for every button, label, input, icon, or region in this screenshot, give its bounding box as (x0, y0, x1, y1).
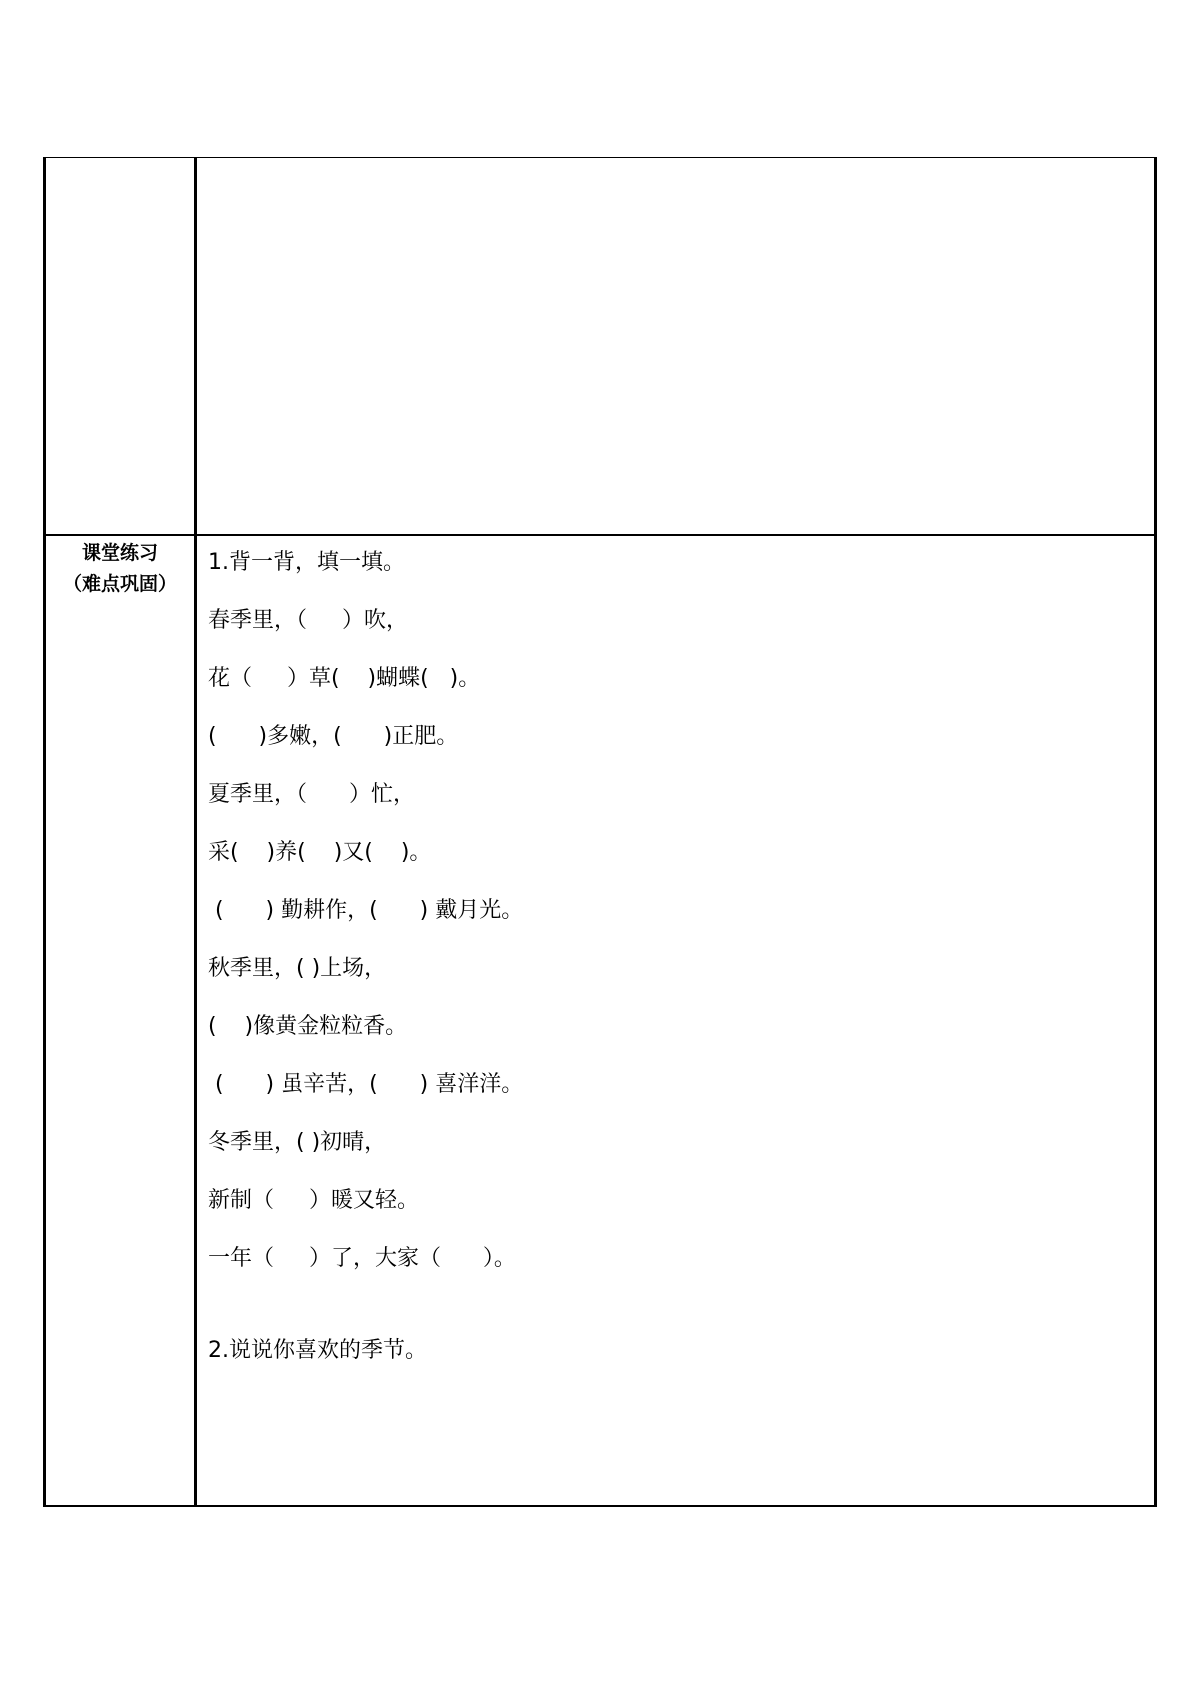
exercise-line: 一年（ ）了，大家（ ）。 (208, 1246, 516, 1271)
exercise-line: 冬季里，( )初晴， (208, 1130, 387, 1155)
exercise-line: ( ) 虽辛苦，( ) 喜洋洋。 (208, 1072, 524, 1097)
exercise-line: ( ) 勤耕作，( ) 戴月光。 (208, 898, 524, 923)
question-1-title: 1.背一背，填一填。 (208, 550, 405, 575)
exercise-line: 秋季里，( )上场， (208, 956, 387, 981)
exercise-line: 夏季里，（ ）忙， (208, 782, 415, 807)
section-label-title: 课堂练习 (81, 542, 158, 564)
column-divider (194, 158, 197, 1505)
exercise-line: ( )多嫩，( )正肥。 (208, 724, 459, 749)
row-divider (46, 534, 1154, 536)
exercise-line: ( )像黄金粒粒香。 (208, 1014, 408, 1039)
section-label-subtitle: （难点巩固） (62, 573, 177, 595)
question-2-title: 2.说说你喜欢的季节。 (208, 1338, 427, 1363)
exercise-line: 春季里，（ ）吹， (208, 608, 408, 633)
exercise-line: 采( )养( )又( )。 (208, 840, 432, 865)
lesson-table (43, 157, 1157, 1507)
exercise-line: 花（ ）草( )蝴蝶( )。 (208, 666, 481, 691)
exercise-line: 新制（ ）暖又轻。 (208, 1188, 419, 1213)
section-label-cell (46, 535, 194, 600)
